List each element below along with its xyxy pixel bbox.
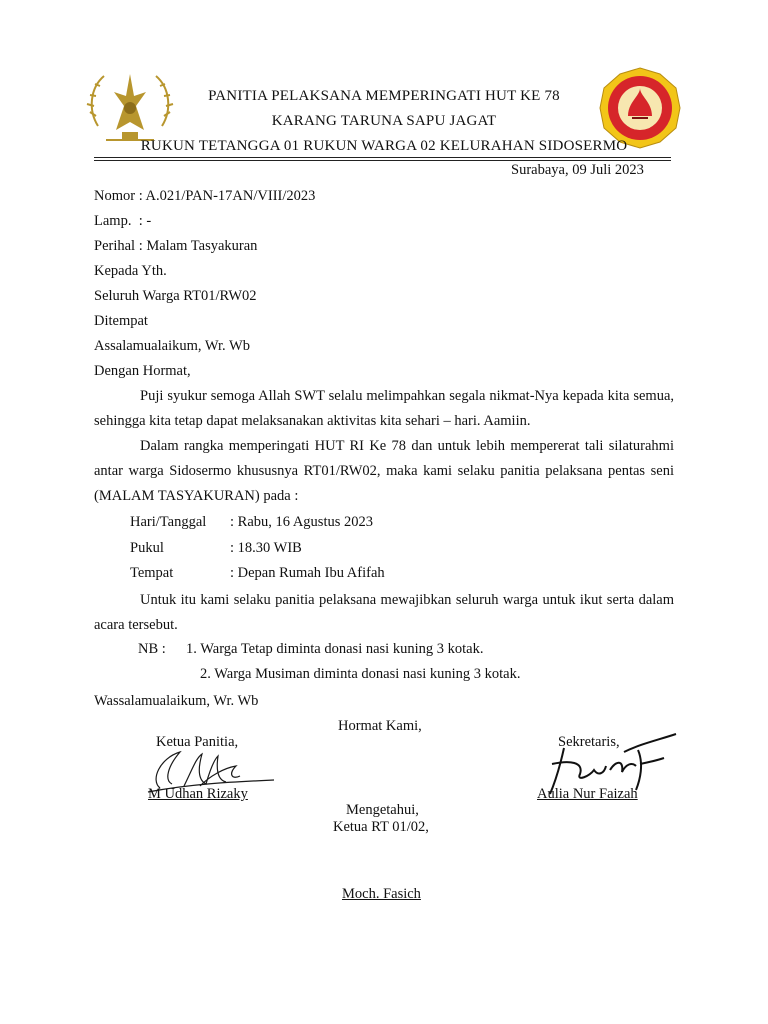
nb-item-2: 2. Warga Musiman diminta donasi nasi kuning 3 kotak. <box>200 666 521 682</box>
paragraph-opening: Puji syukur semoga Allah SWT selalu melimpahkan segala nikmat-Nya kepada kita semua, sehingga kita tetap dapat melaksanakan aktivitas kita sehari – hari. Aamiin. <box>94 388 674 429</box>
salutation: Dengan Hormat, <box>94 363 191 379</box>
header-divider-bottom <box>94 160 671 161</box>
secretary-name: Aulia Nur Faizah <box>537 786 638 802</box>
paragraph-purpose: Dalam rangka memperingati HUT RI Ke 78 dan untuk lebih mempererat tali silaturahmi antar warga Sidosermo khususnya RT01/RW02, maka kami selaku panitia pelaksana pentas seni (MALAM TASYAKURAN) pada : <box>94 438 674 504</box>
detail-label-place: Tempat <box>130 565 174 581</box>
rt-head-name: Moch. Fasich <box>342 886 421 902</box>
recipient-place: Ditempat <box>94 313 148 329</box>
secretary-title: Sekretaris, <box>558 734 620 750</box>
org-subtitle: KARANG TARUNA SAPU JAGAT <box>271 113 497 129</box>
detail-label-time: Pukul <box>130 540 164 556</box>
greeting: Assalamualaikum, Wr. Wb <box>94 338 250 354</box>
nb-label: NB : <box>138 641 166 657</box>
regards: Hormat Kami, <box>338 718 422 734</box>
nb-item-1: 1. Warga Tetap diminta donasi nasi kuning 3 kotak. <box>186 641 484 657</box>
recipient-line: Kepada Yth. <box>94 263 167 279</box>
letter-number: Nomor : A.021/PAN-17AN/VIII/2023 <box>94 188 316 204</box>
detail-value-date: : Rabu, 16 Agustus 2023 <box>230 514 373 530</box>
org-title: PANITIA PELAKSANA MEMPERINGATI HUT KE 78 <box>208 88 560 104</box>
attachment-line: Lamp. : - <box>94 213 152 229</box>
chairman-name: M Udhan Rizaky <box>148 786 248 802</box>
detail-value-time: : 18.30 WIB <box>230 540 302 556</box>
subject-line: Perihal : Malam Tasyakuran <box>94 238 258 254</box>
detail-label-date: Hari/Tanggal <box>130 514 207 530</box>
chairman-title: Ketua Panitia, <box>156 734 239 750</box>
closing: Wassalamualaikum, Wr. Wb <box>94 693 259 709</box>
paragraph-obligation: Untuk itu kami selaku panitia pelaksana mewajibkan seluruh warga untuk ikut serta dalam acara tersebut. <box>94 592 674 633</box>
org-address: RUKUN TETANGGA 01 RUKUN WARGA 02 KELURAHAN SIDOSERMO <box>140 138 628 154</box>
rt-head-title: Ketua RT 01/02, <box>333 819 429 835</box>
header-divider-top <box>94 157 671 158</box>
place-date: Surabaya, 09 Juli 2023 <box>511 162 644 178</box>
detail-value-place: : Depan Rumah Ibu Afifah <box>230 565 385 581</box>
recipient-name: Seluruh Warga RT01/RW02 <box>94 288 257 304</box>
acknowledged-label: Mengetahui, <box>346 802 419 818</box>
